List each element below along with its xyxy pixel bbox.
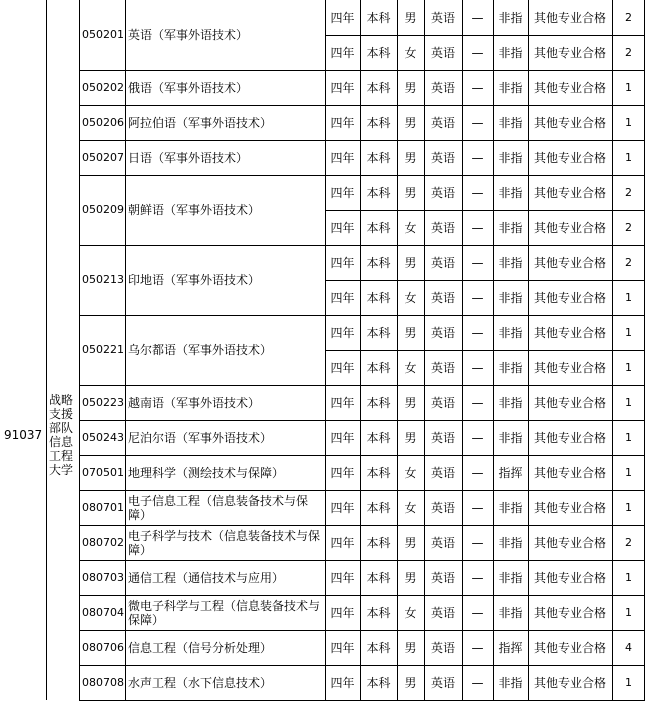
entry-spec: 非指	[498, 150, 523, 165]
entry-level: 本科	[366, 185, 391, 200]
entry-count: 2	[625, 10, 632, 24]
entry-count: 2	[625, 255, 632, 269]
entry-lang: 英语	[430, 395, 455, 410]
entry-gender: 男	[404, 675, 417, 690]
entry-years: 四年	[330, 465, 355, 480]
entry-gender: 女	[404, 45, 417, 60]
entry-lang: 英语	[430, 150, 455, 165]
grid-line-horizontal	[79, 420, 645, 421]
grid-line-horizontal	[325, 35, 645, 36]
entry-count: 1	[625, 500, 632, 514]
entry-years: 四年	[330, 570, 355, 585]
entry-level: 本科	[366, 150, 391, 165]
entry-req: 其他专业合格	[533, 255, 606, 270]
grid-line-horizontal	[79, 665, 645, 666]
major-code: 080706	[82, 640, 124, 654]
entry-lang: 英语	[430, 465, 455, 480]
entry-count: 1	[625, 290, 632, 304]
entry-gender: 男	[404, 185, 417, 200]
entry-gender: 男	[404, 115, 417, 130]
grid-line-horizontal	[325, 210, 645, 211]
entry-req: 其他专业合格	[533, 10, 606, 25]
entry-gender: 女	[404, 500, 417, 515]
entry-dash: —	[471, 570, 484, 585]
entry-lang: 英语	[430, 10, 455, 25]
entry-years: 四年	[330, 255, 355, 270]
entry-gender: 女	[404, 605, 417, 620]
entry-spec: 指挥	[498, 465, 523, 480]
entry-gender: 女	[404, 465, 417, 480]
entry-count: 2	[625, 535, 632, 549]
grid-line-horizontal	[79, 560, 645, 561]
major-code: 070501	[82, 465, 124, 479]
entry-gender: 男	[404, 535, 417, 550]
entry-req: 其他专业合格	[533, 80, 606, 95]
major-name: 通信工程（通信技术与应用）	[128, 570, 285, 585]
entry-gender: 男	[404, 640, 417, 655]
entry-spec: 非指	[498, 45, 523, 60]
entry-spec: 非指	[498, 115, 523, 130]
major-code: 050207	[82, 150, 124, 164]
institution-name: 战略支援部队信息工程大学	[48, 393, 73, 477]
entry-level: 本科	[366, 500, 391, 515]
entry-years: 四年	[330, 150, 355, 165]
entry-lang: 英语	[430, 185, 455, 200]
entry-years: 四年	[330, 45, 355, 60]
entry-lang: 英语	[430, 535, 455, 550]
grid-line-horizontal	[79, 140, 645, 141]
grid-line-vertical	[612, 0, 613, 700]
entry-lang: 英语	[430, 290, 455, 305]
major-code: 050213	[82, 273, 124, 286]
entry-dash: —	[471, 395, 484, 410]
entry-gender: 女	[404, 220, 417, 235]
entry-count: 1	[625, 605, 632, 619]
entry-spec: 非指	[498, 220, 523, 235]
entry-years: 四年	[330, 675, 355, 690]
entry-count: 1	[625, 465, 632, 479]
entry-req: 其他专业合格	[533, 465, 606, 480]
entry-spec: 非指	[498, 360, 523, 375]
entry-lang: 英语	[430, 45, 455, 60]
entry-years: 四年	[330, 360, 355, 375]
entry-lang: 英语	[430, 220, 455, 235]
grid-line-vertical	[125, 0, 126, 700]
grid-line-horizontal	[79, 525, 645, 526]
entry-spec: 非指	[498, 80, 523, 95]
grid-line-horizontal	[325, 350, 645, 351]
entry-level: 本科	[366, 255, 391, 270]
entry-level: 本科	[366, 430, 391, 445]
entry-req: 其他专业合格	[533, 675, 606, 690]
entry-level: 本科	[366, 290, 391, 305]
entry-req: 其他专业合格	[533, 360, 606, 375]
entry-req: 其他专业合格	[533, 185, 606, 200]
entry-lang: 英语	[430, 430, 455, 445]
major-code: 080703	[82, 570, 124, 584]
entry-count: 1	[625, 360, 632, 374]
entry-gender: 男	[404, 430, 417, 445]
entry-lang: 英语	[430, 605, 455, 620]
major-code: 050206	[82, 115, 124, 129]
entry-years: 四年	[330, 430, 355, 445]
grid-line-horizontal	[79, 455, 645, 456]
entry-dash: —	[471, 115, 484, 130]
grid-line-horizontal	[79, 630, 645, 631]
major-code: 050221	[82, 343, 124, 356]
major-name: 电子信息工程（信息装备技术与保障）	[128, 493, 309, 522]
major-code: 050209	[82, 203, 124, 216]
entry-spec: 非指	[498, 255, 523, 270]
entry-gender: 男	[404, 255, 417, 270]
entry-spec: 非指	[498, 535, 523, 550]
entry-lang: 英语	[430, 80, 455, 95]
entry-spec: 非指	[498, 500, 523, 515]
major-name: 日语（军事外语技术）	[128, 150, 249, 165]
entry-req: 其他专业合格	[533, 395, 606, 410]
major-code: 050201	[82, 28, 124, 41]
entry-level: 本科	[366, 80, 391, 95]
entry-dash: —	[471, 640, 484, 655]
entry-count: 1	[625, 430, 632, 444]
grid-line-horizontal	[79, 315, 645, 316]
entry-years: 四年	[330, 500, 355, 515]
grid-line-horizontal	[79, 595, 645, 596]
entry-lang: 英语	[430, 360, 455, 375]
major-name: 微电子科学与工程（信息装备技术与保障）	[128, 598, 321, 627]
grid-line-vertical	[528, 0, 529, 700]
major-name: 英语（军事外语技术）	[128, 28, 249, 42]
entry-req: 其他专业合格	[533, 115, 606, 130]
major-name: 越南语（军事外语技术）	[128, 395, 261, 410]
grid-line-horizontal	[79, 105, 645, 106]
entry-spec: 非指	[498, 430, 523, 445]
entry-gender: 女	[404, 290, 417, 305]
entry-level: 本科	[366, 465, 391, 480]
entry-req: 其他专业合格	[533, 605, 606, 620]
entry-spec: 非指	[498, 570, 523, 585]
entry-level: 本科	[366, 605, 391, 620]
entry-level: 本科	[366, 10, 391, 25]
entry-dash: —	[471, 430, 484, 445]
entry-req: 其他专业合格	[533, 290, 606, 305]
entry-spec: 指挥	[498, 640, 523, 655]
entry-dash: —	[471, 290, 484, 305]
entry-dash: —	[471, 150, 484, 165]
entry-spec: 非指	[498, 675, 523, 690]
entry-dash: —	[471, 325, 484, 340]
entry-dash: —	[471, 220, 484, 235]
major-name: 阿拉伯语（军事外语技术）	[128, 115, 273, 130]
entry-req: 其他专业合格	[533, 640, 606, 655]
grid-line-horizontal	[79, 70, 645, 71]
entry-lang: 英语	[430, 570, 455, 585]
entry-dash: —	[471, 80, 484, 95]
grid-line-horizontal	[79, 175, 645, 176]
major-name: 尼泊尔语（军事外语技术）	[128, 430, 273, 445]
grid-line-vertical	[462, 0, 463, 700]
entry-gender: 男	[404, 570, 417, 585]
entry-spec: 非指	[498, 10, 523, 25]
entry-years: 四年	[330, 325, 355, 340]
entry-count: 1	[625, 150, 632, 164]
major-name: 信息工程（信号分析处理）	[128, 640, 273, 655]
grid-line-vertical	[79, 0, 80, 700]
entry-years: 四年	[330, 290, 355, 305]
major-name: 电子科学与技术（信息装备技术与保障）	[128, 528, 321, 557]
entry-spec: 非指	[498, 290, 523, 305]
grid-line-vertical	[46, 0, 47, 700]
entry-dash: —	[471, 185, 484, 200]
entry-count: 2	[625, 45, 632, 59]
entry-dash: —	[471, 10, 484, 25]
major-code: 050223	[82, 395, 124, 409]
entry-req: 其他专业合格	[533, 150, 606, 165]
major-code: 080701	[82, 500, 124, 514]
grid-line-vertical	[397, 0, 398, 700]
major-code: 050202	[82, 80, 124, 94]
entry-lang: 英语	[430, 675, 455, 690]
entry-count: 2	[625, 220, 632, 234]
entry-level: 本科	[366, 570, 391, 585]
entry-count: 1	[625, 675, 632, 689]
entry-count: 2	[625, 185, 632, 199]
entry-dash: —	[471, 500, 484, 515]
grid-line-vertical	[325, 0, 326, 700]
major-code: 080702	[82, 535, 124, 549]
entry-count: 4	[625, 640, 632, 654]
entry-level: 本科	[366, 535, 391, 550]
entry-level: 本科	[366, 45, 391, 60]
grid-line-horizontal	[79, 490, 645, 491]
entry-dash: —	[471, 535, 484, 550]
entry-req: 其他专业合格	[533, 220, 606, 235]
entry-level: 本科	[366, 675, 391, 690]
entry-req: 其他专业合格	[533, 500, 606, 515]
entry-spec: 非指	[498, 395, 523, 410]
entry-years: 四年	[330, 605, 355, 620]
entry-level: 本科	[366, 220, 391, 235]
entry-dash: —	[471, 605, 484, 620]
entry-lang: 英语	[430, 640, 455, 655]
entry-dash: —	[471, 45, 484, 60]
entry-lang: 英语	[430, 500, 455, 515]
entry-spec: 非指	[498, 325, 523, 340]
entry-req: 其他专业合格	[533, 45, 606, 60]
major-name: 印地语（军事外语技术）	[128, 273, 261, 287]
major-name: 朝鲜语（军事外语技术）	[128, 203, 261, 217]
major-code: 050243	[82, 430, 124, 444]
major-code: 080704	[82, 605, 124, 619]
entry-lang: 英语	[430, 255, 455, 270]
entry-years: 四年	[330, 535, 355, 550]
entry-req: 其他专业合格	[533, 430, 606, 445]
entry-count: 1	[625, 115, 632, 129]
grid-line-horizontal	[79, 245, 645, 246]
entry-gender: 男	[404, 150, 417, 165]
entry-count: 1	[625, 325, 632, 339]
entry-count: 1	[625, 570, 632, 584]
grid-line-vertical	[360, 0, 361, 700]
entry-level: 本科	[366, 325, 391, 340]
major-name: 地理科学（测绘技术与保障）	[128, 465, 285, 480]
major-name: 俄语（军事外语技术）	[128, 80, 249, 95]
institution-code: 91037	[4, 428, 43, 442]
entry-req: 其他专业合格	[533, 325, 606, 340]
entry-req: 其他专业合格	[533, 535, 606, 550]
entry-level: 本科	[366, 115, 391, 130]
entry-dash: —	[471, 255, 484, 270]
entry-gender: 男	[404, 395, 417, 410]
entry-spec: 非指	[498, 185, 523, 200]
grid-line-vertical	[493, 0, 494, 700]
grid-line-horizontal	[79, 385, 645, 386]
entry-years: 四年	[330, 10, 355, 25]
entry-gender: 男	[404, 80, 417, 95]
grid-line-horizontal	[325, 280, 645, 281]
entry-years: 四年	[330, 115, 355, 130]
entry-level: 本科	[366, 640, 391, 655]
entry-count: 1	[625, 80, 632, 94]
entry-dash: —	[471, 675, 484, 690]
entry-years: 四年	[330, 395, 355, 410]
entry-gender: 男	[404, 325, 417, 340]
entry-count: 1	[625, 395, 632, 409]
entry-spec: 非指	[498, 605, 523, 620]
major-name: 乌尔都语（军事外语技术）	[128, 343, 273, 357]
entry-years: 四年	[330, 80, 355, 95]
major-name: 水声工程（水下信息技术）	[128, 675, 273, 690]
entry-lang: 英语	[430, 115, 455, 130]
grid-line-vertical	[424, 0, 425, 700]
entry-years: 四年	[330, 185, 355, 200]
entry-years: 四年	[330, 640, 355, 655]
entry-req: 其他专业合格	[533, 570, 606, 585]
major-code: 080708	[82, 675, 124, 689]
entry-lang: 英语	[430, 325, 455, 340]
entry-level: 本科	[366, 395, 391, 410]
entry-years: 四年	[330, 220, 355, 235]
entry-level: 本科	[366, 360, 391, 375]
entry-dash: —	[471, 465, 484, 480]
entry-gender: 女	[404, 360, 417, 375]
entry-gender: 男	[404, 10, 417, 25]
entry-dash: —	[471, 360, 484, 375]
